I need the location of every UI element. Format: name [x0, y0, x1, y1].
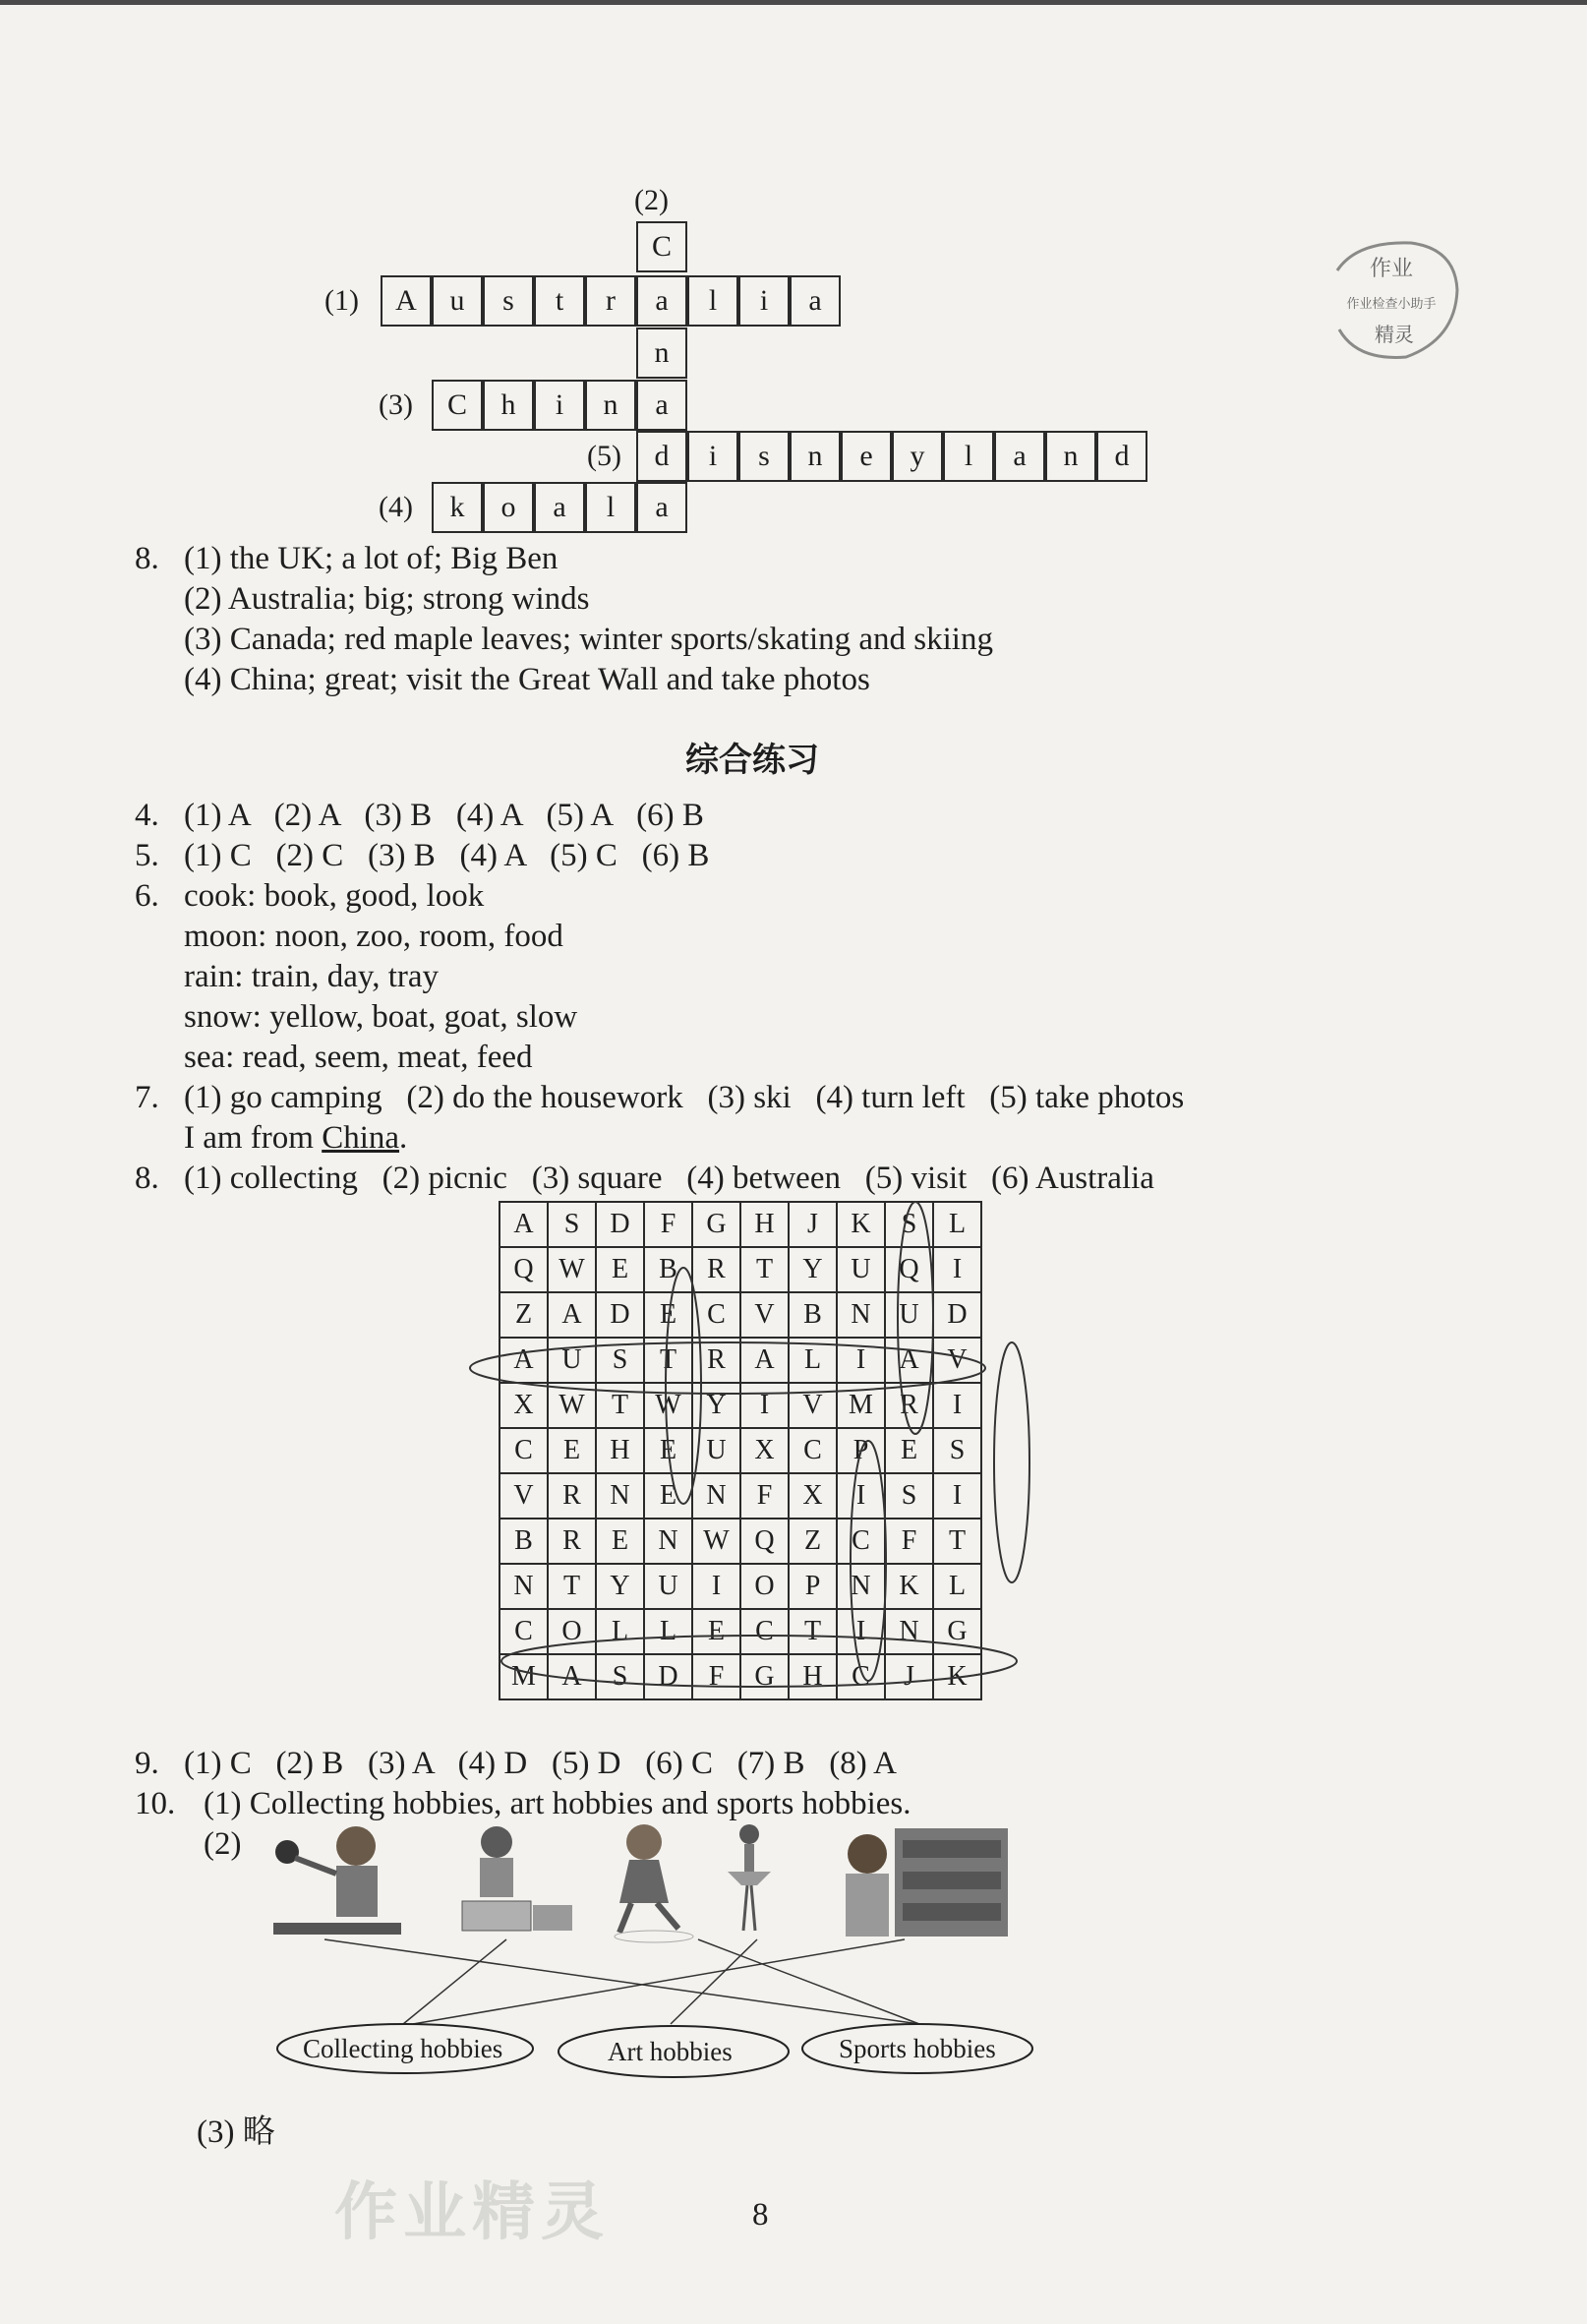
word-search-cell: I — [692, 1564, 740, 1609]
circle-picnic — [851, 1441, 886, 1681]
word-search-cell: Q — [740, 1519, 789, 1564]
word-search-cell: D — [596, 1202, 644, 1247]
word-search-cell: T — [740, 1247, 789, 1292]
word-search-cell: T — [548, 1564, 596, 1609]
circle-square — [898, 1202, 933, 1434]
q7-answers: (1) go camping (2) do the housework (3) ski (4) turn left (5) take photos — [184, 1080, 1185, 1115]
word-search-cell: C — [837, 1654, 885, 1699]
word-search-cell: K — [933, 1654, 981, 1699]
label-collecting-hobbies: Collecting hobbies — [303, 2034, 503, 2063]
match-line — [698, 1939, 919, 2024]
word-search-cell: E — [548, 1428, 596, 1473]
word-search-cell: L — [596, 1609, 644, 1654]
word-search-cell: N — [885, 1609, 933, 1654]
word-search-cell: Y — [596, 1564, 644, 1609]
word-search-cell: Y — [692, 1383, 740, 1428]
q5-number: 5. — [135, 838, 159, 873]
crossword-cell: s — [738, 431, 790, 482]
word-search-cell: G — [692, 1202, 740, 1247]
label-sports-hobbies: Sports hobbies — [839, 2034, 996, 2063]
match-line — [671, 1939, 757, 2024]
circle-between — [666, 1268, 701, 1504]
word-search-cell: C — [500, 1428, 548, 1473]
q8a-item-2: (2) Australia; big; strong winds — [184, 581, 590, 617]
word-search-cell: A — [885, 1338, 933, 1383]
label-art-hobbies: Art hobbies — [608, 2037, 733, 2066]
crossword-cell: a — [534, 482, 585, 533]
word-search-cell: E — [596, 1519, 644, 1564]
word-search-cell: I — [933, 1247, 981, 1292]
word-search-cell: D — [596, 1292, 644, 1338]
word-search-cell: Z — [500, 1292, 548, 1338]
crossword-cell: d — [636, 431, 687, 482]
circle-australia — [470, 1342, 985, 1394]
circle-collecting — [501, 1636, 1017, 1687]
word-search-cell: S — [596, 1338, 644, 1383]
word-search-cell: S — [885, 1473, 933, 1519]
word-search-cell: C — [789, 1428, 837, 1473]
word-search-cell: G — [740, 1654, 789, 1699]
word-search-cell: P — [789, 1564, 837, 1609]
word-search-cell: S — [548, 1202, 596, 1247]
ballet-picture — [728, 1824, 771, 1931]
q7-sentence-post: . — [399, 1120, 408, 1156]
word-search-cell: U — [692, 1428, 740, 1473]
q8a-item-3: (3) Canada; red maple leaves; winter sports/skating and skiing — [184, 622, 993, 657]
word-search-cell: E — [596, 1247, 644, 1292]
word-search-cell: S — [933, 1428, 981, 1473]
crossword-cell: a — [790, 275, 841, 327]
word-search-cell: W — [644, 1383, 692, 1428]
stamp-collecting-picture — [462, 1826, 572, 1931]
watermark: 作业精灵 — [334, 2176, 610, 2249]
q6-line-4: snow: yellow, boat, goat, slow — [184, 999, 578, 1035]
word-search-cell: A — [548, 1292, 596, 1338]
q8-answers: (1) collecting (2) picnic (3) square (4) between (5) visit (6) Australia — [184, 1161, 1154, 1196]
crossword-cell: i — [738, 275, 790, 327]
word-search-cell: T — [933, 1519, 981, 1564]
circle-visit — [994, 1342, 1029, 1582]
word-search-cell: S — [596, 1654, 644, 1699]
word-search-cell: F — [692, 1654, 740, 1699]
word-search-cell: Y — [789, 1247, 837, 1292]
word-search-cell: D — [644, 1654, 692, 1699]
word-search-cell: C — [740, 1609, 789, 1654]
crossword-clue-1: (1) — [324, 284, 359, 317]
word-search-cell: A — [500, 1202, 548, 1247]
word-search-cell: W — [692, 1519, 740, 1564]
q4-number: 4. — [135, 798, 159, 833]
crossword-cell: o — [483, 482, 534, 533]
word-search-cell: H — [740, 1202, 789, 1247]
word-search-cell: E — [644, 1428, 692, 1473]
crossword-cell: i — [534, 380, 585, 431]
q7-number: 7. — [135, 1080, 159, 1115]
word-search-cell: A — [740, 1338, 789, 1383]
word-search-cell: R — [548, 1473, 596, 1519]
crossword-cell: d — [1096, 431, 1147, 482]
word-search-cell: K — [837, 1202, 885, 1247]
word-search-cell: E — [885, 1428, 933, 1473]
word-search-cell: O — [740, 1564, 789, 1609]
stamp-line3: 精灵 — [1375, 323, 1414, 346]
stamp-line1: 作业 — [1369, 257, 1414, 281]
word-search-cell: R — [692, 1338, 740, 1383]
crossword-cell: r — [585, 275, 636, 327]
q10-answer-1: (1) Collecting hobbies, art hobbies and sports hobbies. — [204, 1786, 911, 1821]
word-search-cell: L — [644, 1609, 692, 1654]
word-search-cell: B — [789, 1292, 837, 1338]
word-search-cell: F — [644, 1202, 692, 1247]
page-number: 8 — [752, 2197, 769, 2233]
crossword-cell: n — [585, 380, 636, 431]
word-search-cell: U — [644, 1564, 692, 1609]
word-search-cell: X — [500, 1383, 548, 1428]
word-search-cell: G — [933, 1609, 981, 1654]
crossword-cell: u — [432, 275, 483, 327]
word-search-cell: M — [837, 1383, 885, 1428]
word-search-cell: I — [933, 1383, 981, 1428]
q10-sub-2: (2) — [204, 1826, 242, 1862]
word-search-cell: O — [548, 1609, 596, 1654]
word-search-cell: W — [548, 1247, 596, 1292]
q9-answers: (1) C (2) B (3) A (4) D (5) D (6) C (7) B (8) A — [184, 1746, 897, 1781]
word-search-cell: D — [933, 1292, 981, 1338]
crossword-cell: C — [636, 221, 687, 272]
word-search-cell: H — [596, 1428, 644, 1473]
word-search-cell: N — [500, 1564, 548, 1609]
word-search-cell: X — [740, 1428, 789, 1473]
word-search-cell: L — [933, 1564, 981, 1609]
crossword-cell: A — [381, 275, 432, 327]
word-search-cell: C — [500, 1609, 548, 1654]
word-search-cell: L — [789, 1338, 837, 1383]
crossword-cell: l — [943, 431, 994, 482]
crossword-cell: h — [483, 380, 534, 431]
crossword-cell: k — [432, 482, 483, 533]
model-cars-picture — [846, 1828, 1008, 1937]
word-search-cell: X — [789, 1473, 837, 1519]
word-search-cell: T — [789, 1609, 837, 1654]
word-search-cell: C — [837, 1519, 885, 1564]
crossword-cell: i — [687, 431, 738, 482]
word-search-cell: V — [740, 1292, 789, 1338]
q7-sentence-word: China — [322, 1120, 400, 1156]
word-search-cell: R — [692, 1247, 740, 1292]
crossword-cell: a — [636, 482, 687, 533]
word-search-cell: R — [885, 1383, 933, 1428]
word-search-cell: Q — [885, 1247, 933, 1292]
word-search-cell: V — [933, 1338, 981, 1383]
q10-number: 10. — [135, 1786, 176, 1821]
word-search-cell: F — [740, 1473, 789, 1519]
word-search-cell: E — [692, 1609, 740, 1654]
table-tennis-picture — [273, 1826, 401, 1935]
word-search-cell: E — [644, 1473, 692, 1519]
q10-sub-3: (3) 略 — [197, 2115, 275, 2150]
word-search-cell: I — [837, 1338, 885, 1383]
crossword-cell: y — [892, 431, 943, 482]
word-search-cell: U — [837, 1247, 885, 1292]
crossword-cell: l — [585, 482, 636, 533]
crossword-clue-5: (5) — [587, 440, 621, 472]
crossword-clue-3: (3) — [379, 388, 413, 421]
q8a-item-1: (1) the UK; a lot of; Big Ben — [184, 541, 558, 576]
word-search-cell: U — [548, 1338, 596, 1383]
crossword-cell: n — [790, 431, 841, 482]
word-search-cell: P — [837, 1428, 885, 1473]
word-search-cell: J — [789, 1202, 837, 1247]
word-search-cell: L — [933, 1202, 981, 1247]
word-search-cell: I — [933, 1473, 981, 1519]
q8-number: 8. — [135, 1161, 159, 1196]
q6-line-5: sea: read, seem, meat, feed — [184, 1040, 533, 1075]
crossword-cell: e — [841, 431, 892, 482]
word-search-cell: A — [500, 1338, 548, 1383]
word-search-cell: Z — [789, 1519, 837, 1564]
q6-number: 6. — [135, 878, 159, 914]
crossword-cell: t — [534, 275, 585, 327]
q6-line-1: cook: book, good, look — [184, 878, 485, 914]
word-search-cell: K — [885, 1564, 933, 1609]
word-search-cell: W — [548, 1383, 596, 1428]
q7-sentence — [184, 1118, 407, 1158]
word-search-cell: F — [885, 1519, 933, 1564]
crossword-clue-2: (2) — [634, 184, 669, 216]
word-search-cell: N — [837, 1292, 885, 1338]
crossword-cell: a — [994, 431, 1045, 482]
word-search-cell: U — [885, 1292, 933, 1338]
word-search-cell: V — [500, 1473, 548, 1519]
word-search-circles — [462, 1195, 1072, 1746]
word-search-cell: T — [644, 1338, 692, 1383]
q5-answers: (1) C (2) C (3) B (4) A (5) C (6) B — [184, 838, 710, 873]
crossword-clue-4: (4) — [379, 491, 413, 523]
stamp-line2: 作业检查小助手 — [1346, 297, 1437, 312]
crossword-cell: n — [1045, 431, 1096, 482]
word-search-cell: R — [548, 1519, 596, 1564]
word-search-cell: M — [500, 1654, 548, 1699]
word-search-cell: I — [837, 1473, 885, 1519]
stamp-seal-icon — [1318, 231, 1465, 369]
q8a-number: 8. — [135, 541, 159, 576]
word-search-cell: N — [644, 1519, 692, 1564]
section-title: 综合练习 — [685, 741, 819, 780]
word-search-cell: N — [692, 1473, 740, 1519]
word-search-cell: B — [644, 1247, 692, 1292]
word-search-cell: I — [837, 1609, 885, 1654]
word-search-cell: S — [885, 1202, 933, 1247]
q7-sentence-pre: I am from — [184, 1120, 323, 1156]
q6-line-2: moon: noon, zoo, room, food — [184, 919, 563, 954]
q6-line-3: rain: train, day, tray — [184, 959, 440, 994]
word-search-cell: C — [692, 1292, 740, 1338]
word-search-cell: Q — [500, 1247, 548, 1292]
word-search-cell: H — [789, 1654, 837, 1699]
skating-picture — [615, 1824, 693, 1942]
word-search-cell: E — [644, 1292, 692, 1338]
word-search-cell: V — [789, 1383, 837, 1428]
q8a-item-4: (4) China; great; visit the Great Wall and take photos — [184, 662, 870, 697]
word-search-cell: T — [596, 1383, 644, 1428]
top-border — [0, 0, 1587, 5]
word-search-cell: N — [837, 1564, 885, 1609]
hobby-pictures — [265, 1815, 1032, 1952]
word-search-cell: J — [885, 1654, 933, 1699]
word-search-cell: I — [740, 1383, 789, 1428]
crossword-cell: s — [483, 275, 534, 327]
crossword-cell: a — [636, 380, 687, 431]
word-search-cell: N — [596, 1473, 644, 1519]
q4-answers: (1) A (2) A (3) B (4) A (5) A (6) B — [184, 798, 704, 833]
crossword-cell: l — [687, 275, 738, 327]
q9-number: 9. — [135, 1746, 159, 1781]
word-search-cell: B — [500, 1519, 548, 1564]
crossword-cell: C — [432, 380, 483, 431]
word-search-cell: A — [548, 1654, 596, 1699]
crossword-cell: n — [636, 328, 687, 379]
crossword-cell: a — [636, 275, 687, 327]
